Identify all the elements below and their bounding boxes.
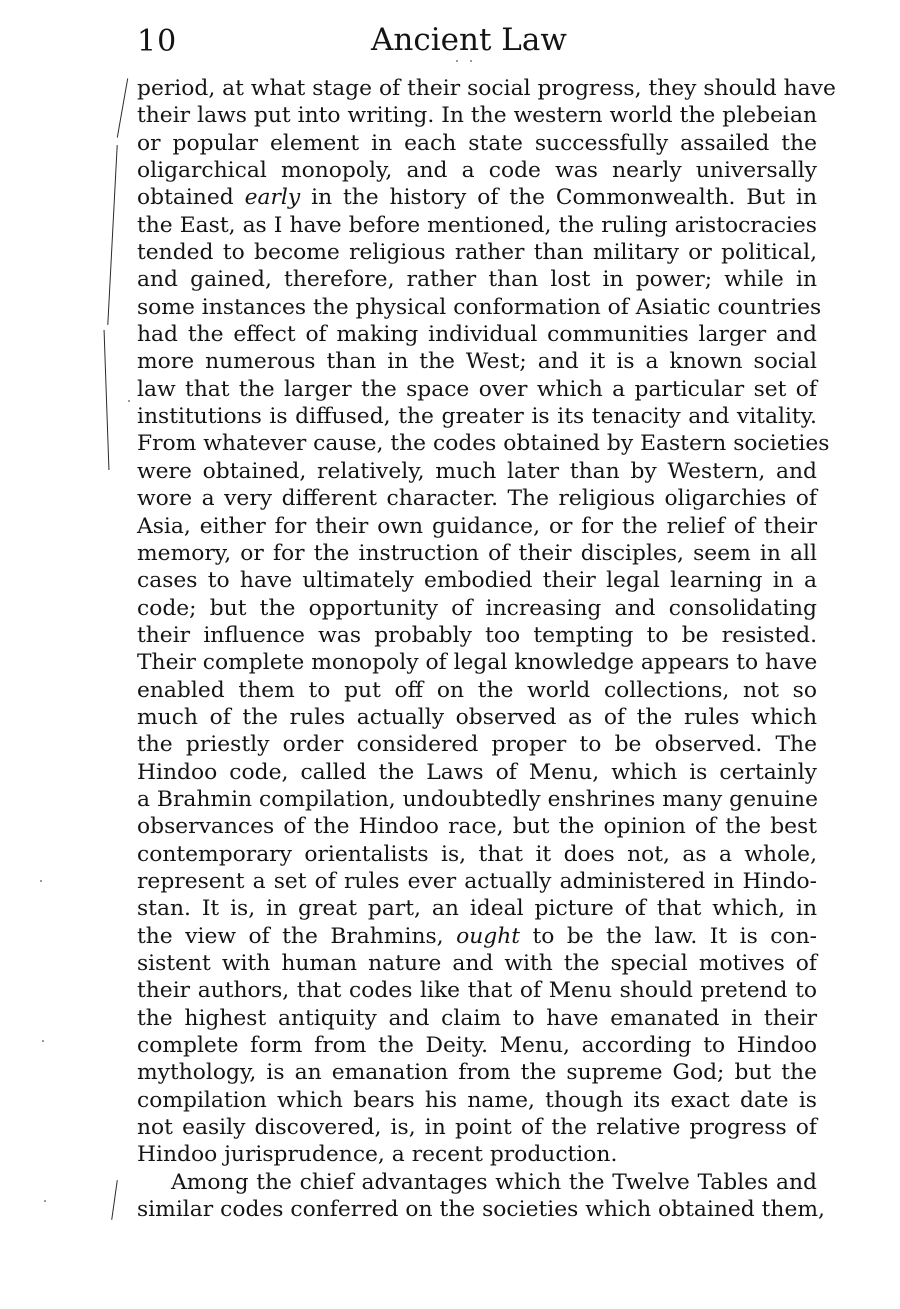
running-title: Ancient Law <box>371 22 567 58</box>
margin-pencil-mark <box>104 330 110 470</box>
text-line: law that the larger the space over which a particular set of <box>137 376 817 402</box>
text-line: the East, as I have before mentioned, the ruling aristocracies <box>137 212 817 238</box>
text-line: the highest antiquity and claim to have emanated in their <box>137 1005 817 1031</box>
text-line: had the effect of making individual communities larger and <box>137 322 817 348</box>
text-line: code; but the opportunity of increasing and consolidating <box>137 595 817 621</box>
text-line: contemporary orientalists is, that it does not, as a whole, <box>137 841 817 867</box>
text-line: sistent with human nature and with the special motives of <box>137 951 817 976</box>
text-line: tended to become religious rather than military or political, <box>137 240 817 266</box>
text-line: their authors, that codes like that of Menu should pretend to <box>137 978 817 1004</box>
scan-speck <box>128 400 130 402</box>
scan-speck <box>456 60 458 62</box>
text-segment: obtained <box>137 185 234 211</box>
text-line: From whatever cause, the codes obtained by Eastern societies <box>137 431 830 457</box>
scan-speck <box>42 1040 44 1042</box>
text-line: stan. It is, in great part, an ideal picture of that which, in <box>137 896 817 922</box>
margin-pencil-mark <box>117 78 128 137</box>
text-line: their influence was probably too tempting to be resisted. <box>137 622 817 648</box>
text-line: represent a set of rules ever actually administered in Hindo- <box>137 868 817 894</box>
italic-word: ought <box>456 923 520 949</box>
text-segment: to be the law. It is con- <box>532 923 817 949</box>
text-line: Among the chief advantages which the Twelve Tables and <box>171 1169 817 1195</box>
text-line: or popular element in each state successfully assailed the <box>137 130 817 156</box>
text-line: a Brahmin compilation, undoubtedly enshrines many genuine <box>137 786 818 812</box>
text-line: were obtained, relatively, much later than by Western, and <box>137 458 817 484</box>
page-number: 10 <box>137 24 178 59</box>
text-line: Hindoo jurisprudence, a recent production. <box>137 1142 618 1168</box>
margin-pencil-mark <box>111 1180 118 1220</box>
text-line: period, at what stage of their social progress, they should have <box>137 76 836 101</box>
text-line: the priestly order considered proper to be observed. The <box>137 732 817 758</box>
text-line: memory, or for the instruction of their disciples, seem in all <box>137 540 817 566</box>
text-line: oligarchical monopoly, and a code was nearly universally <box>137 158 817 184</box>
text-line: and gained, therefore, rather than lost in power; while in <box>137 267 817 293</box>
text-line: much of the rules actually observed as of the rules which <box>137 704 817 730</box>
running-head <box>137 18 817 62</box>
text-line: Their complete monopoly of legal knowledge appears to have <box>137 650 818 676</box>
scan-speck <box>40 880 42 882</box>
text-line <box>137 184 817 211</box>
text-segment: the view of the Brahmins, <box>137 923 444 949</box>
text-segment: in the history of the Commonwealth. But in <box>311 185 818 211</box>
text-line: similar codes conferred on the societies which obtained them, <box>137 1197 825 1223</box>
text-line: more numerous than in the West; and it is a known social <box>137 349 817 375</box>
text-line: Asia, either for their own guidance, or for the relief of their <box>137 513 817 539</box>
text-line: observances of the Hindoo race, but the opinion of the best <box>137 814 817 840</box>
text-line: complete form from the Deity. Menu, according to Hindoo <box>137 1033 817 1059</box>
text-line: some instances the physical conformation of Asiatic countries <box>137 294 822 320</box>
text-line: mythology, is an emanation from the supreme God; but the <box>137 1060 817 1086</box>
italic-word: early <box>244 185 301 211</box>
text-line: not easily discovered, is, in point of the relative progress of <box>137 1115 817 1141</box>
text-line: compilation which bears his name, though its exact date is <box>137 1087 817 1113</box>
text-line: Hindoo code, called the Laws of Menu, which is certainly <box>137 759 817 785</box>
text-line: wore a very different character. The religious oligarchies of <box>137 486 817 512</box>
margin-pencil-mark <box>107 145 117 325</box>
scan-speck <box>470 60 472 62</box>
scan-speck <box>44 1200 46 1202</box>
text-line: institutions is diffused, the greater is its tenacity and vitality. <box>137 404 817 430</box>
text-line: enabled them to put off on the world collections, not so <box>137 677 817 703</box>
text-line: their laws put into writing. In the western world the plebeian <box>137 103 817 129</box>
text-line: cases to have ultimately embodied their legal learning in a <box>137 568 817 594</box>
text-line <box>137 923 817 950</box>
body-text <box>137 75 836 1223</box>
